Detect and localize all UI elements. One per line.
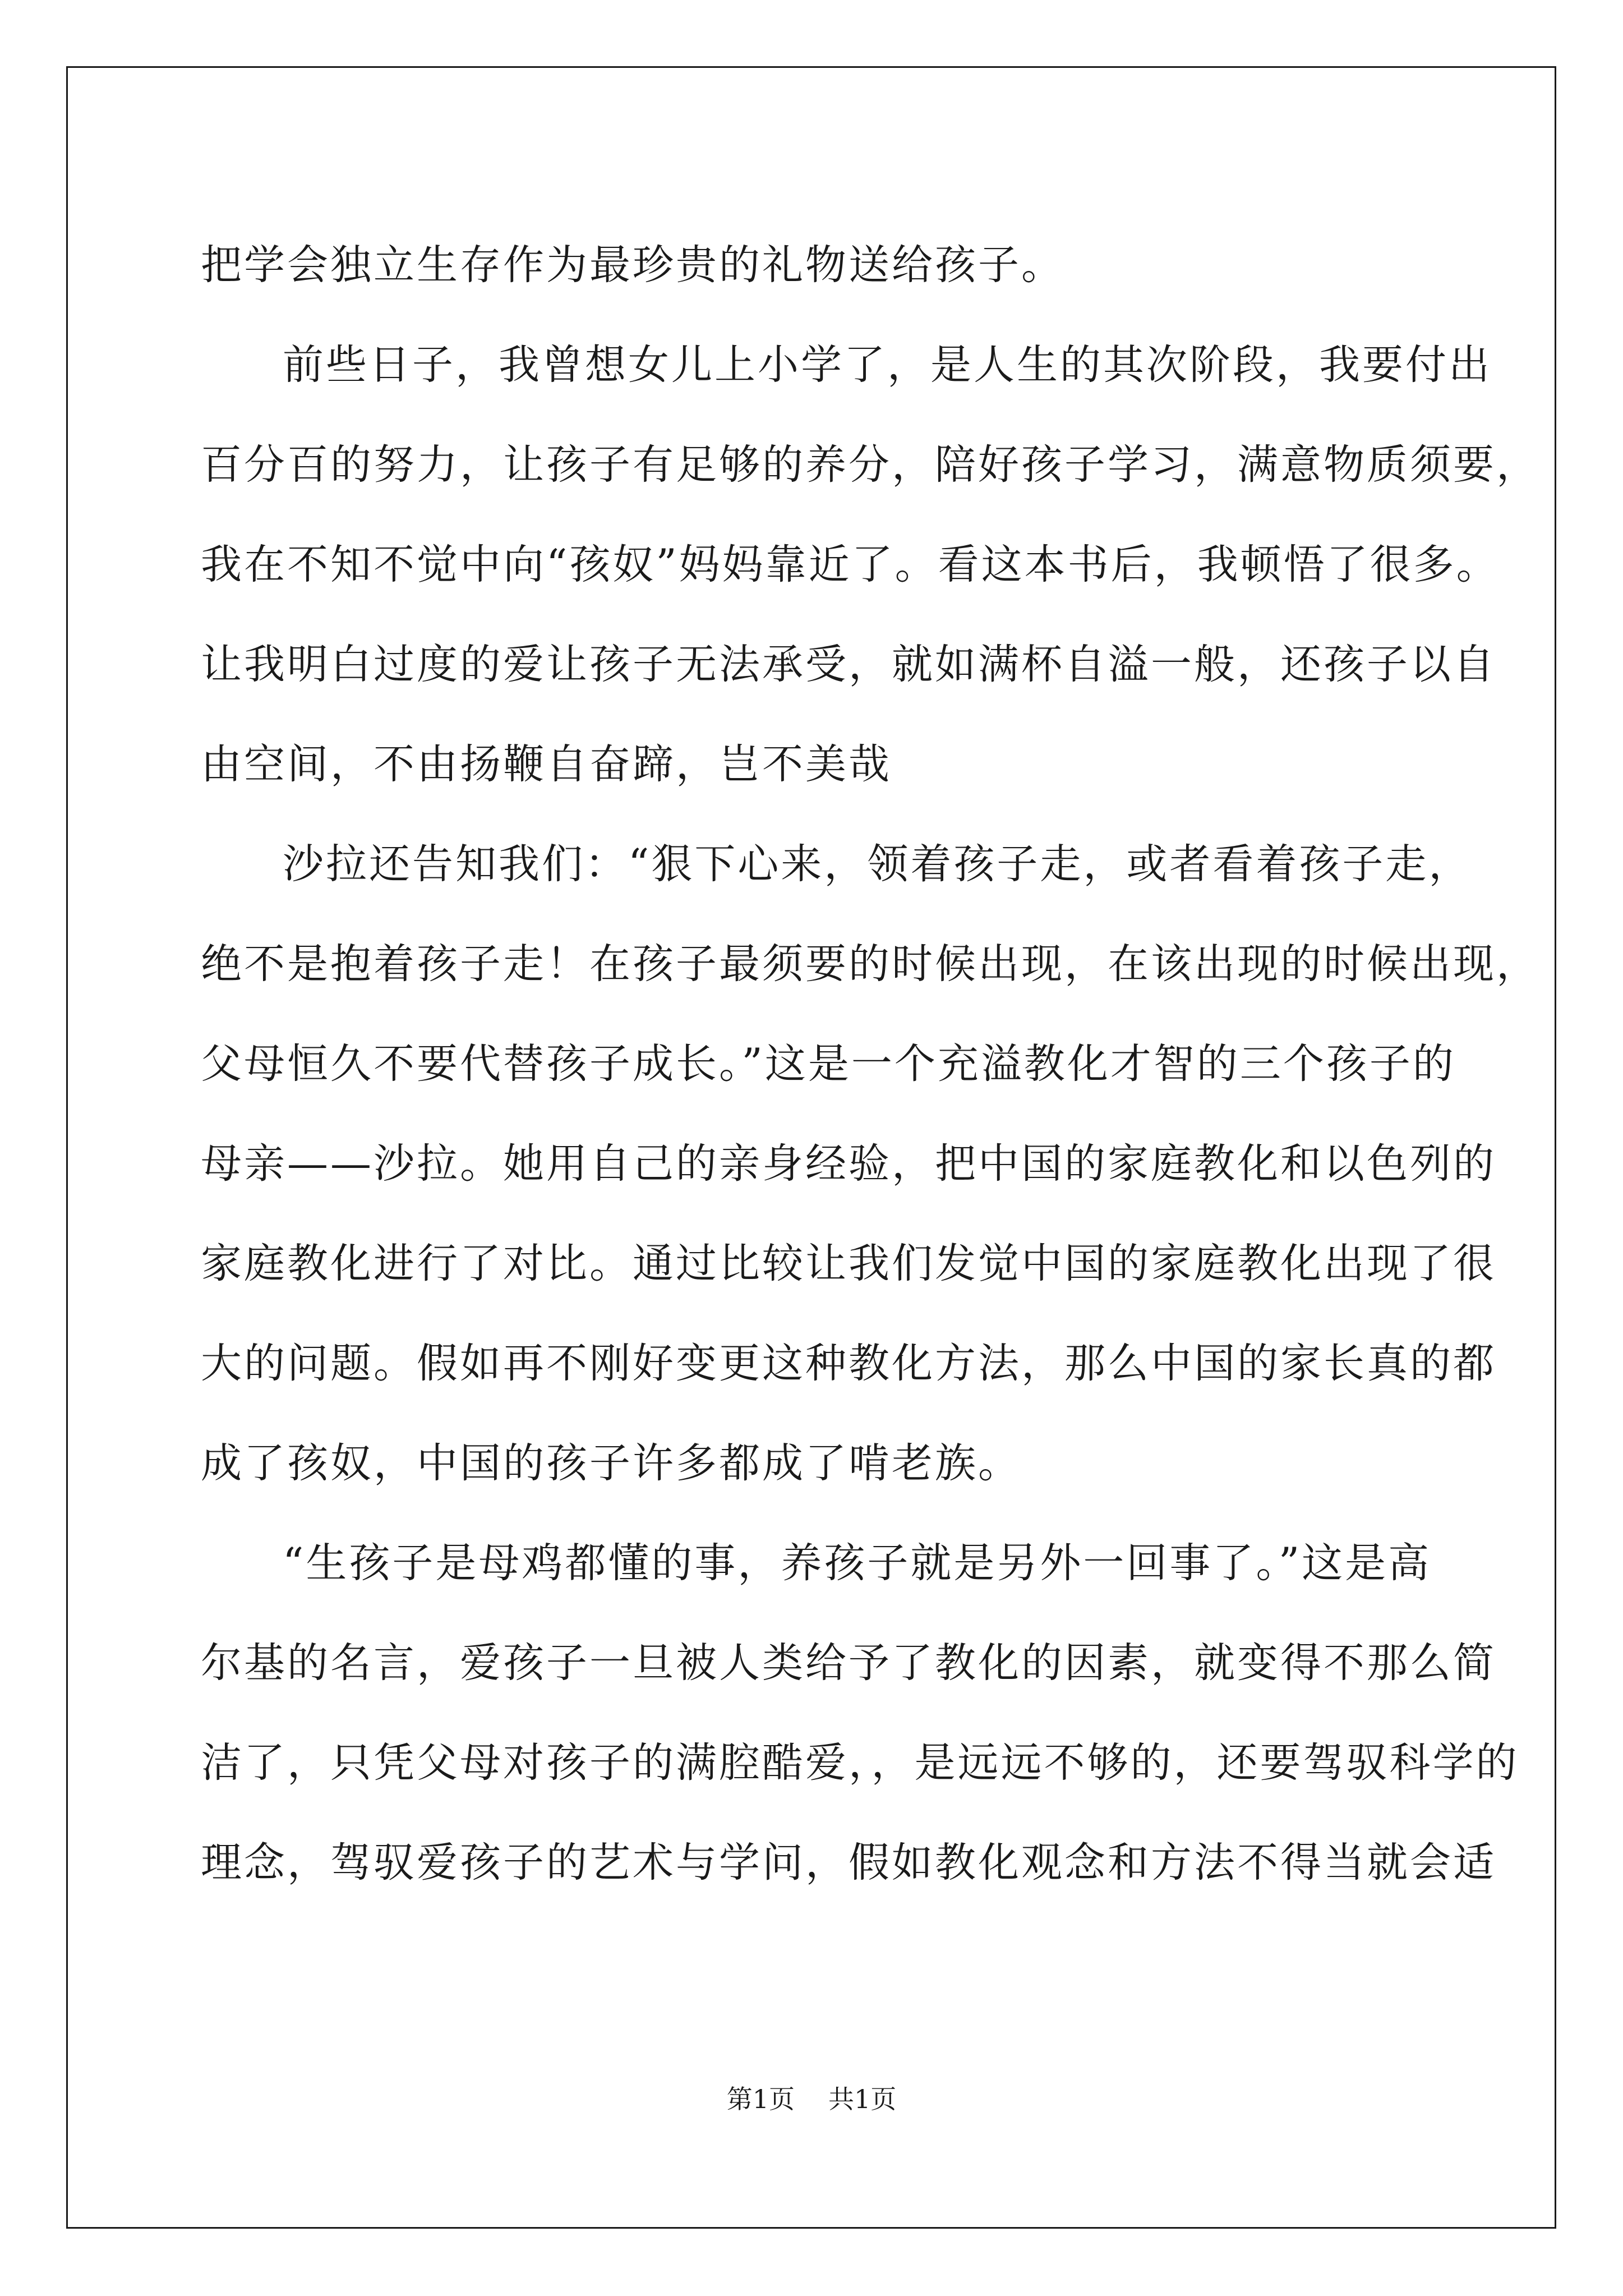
text-line: “生孩子是母鸡都懂的事，养孩子就是另外一回事了。”这是高 — [283, 1539, 1432, 1587]
page-footer — [0, 2082, 1623, 2116]
page-number: 第1页 — [726, 2084, 795, 2114]
text-line: 尔基的名言，爱孩子一旦被人类给予了教化的因素，就变得不那么简 — [201, 1639, 1496, 1687]
page-total: 共1页 — [828, 2084, 897, 2114]
text-line: 理念，驾驭爱孩子的艺术与学问，假如教化观念和方法不得当就会适 — [201, 1839, 1496, 1887]
text-line: 把学会独立生存作为最珍贵的礼物送给孩子。 — [201, 241, 1064, 289]
text-line: 大的问题。假如再不刚好变更这种教化方法，那么中国的家长真的都 — [201, 1340, 1496, 1387]
text-line: 母亲——沙拉。她用自己的亲身经验，把中国的家庭教化和以色列的 — [201, 1140, 1496, 1188]
text-line: 成了孩奴，中国的孩子许多都成了啃老族。 — [201, 1439, 1021, 1487]
text-line: 让我明白过度的爱让孩子无法承受，就如满杯自溢一般，还孩子以自 — [201, 641, 1496, 688]
text-line: 父母恒久不要代替孩子成长。”这是一个充溢教化才智的三个孩子的 — [201, 1040, 1456, 1088]
document-body — [201, 215, 1539, 1913]
text-line: 家庭教化进行了对比。通过比较让我们发觉中国的家庭教化出现了很 — [201, 1240, 1496, 1287]
text-line: 由空间，不由扬鞭自奋蹄，岂不美哉 — [201, 740, 892, 788]
text-line: 百分百的努力，让孩子有足够的养分，陪好孩子学习，满意物质须要， — [201, 441, 1539, 489]
text-line: 前些日子，我曾想女儿上小学了，是人生的其次阶段，我要付出 — [283, 341, 1492, 389]
text-line: 沙拉还告知我们：“狠下心来，领着孩子走，或者看着孩子走， — [283, 840, 1472, 888]
text-line: 绝不是抱着孩子走！在孩子最须要的时候出现，在该出现的时候出现， — [201, 940, 1539, 988]
text-line: 洁了，只凭父母对孩子的满腔酷爱，，是远远不够的，还要驾驭科学的 — [201, 1739, 1519, 1787]
text-line: 我在不知不觉中向“孩奴”妈妈靠近了。看这本书后，我顿悟了很多。 — [201, 541, 1500, 588]
